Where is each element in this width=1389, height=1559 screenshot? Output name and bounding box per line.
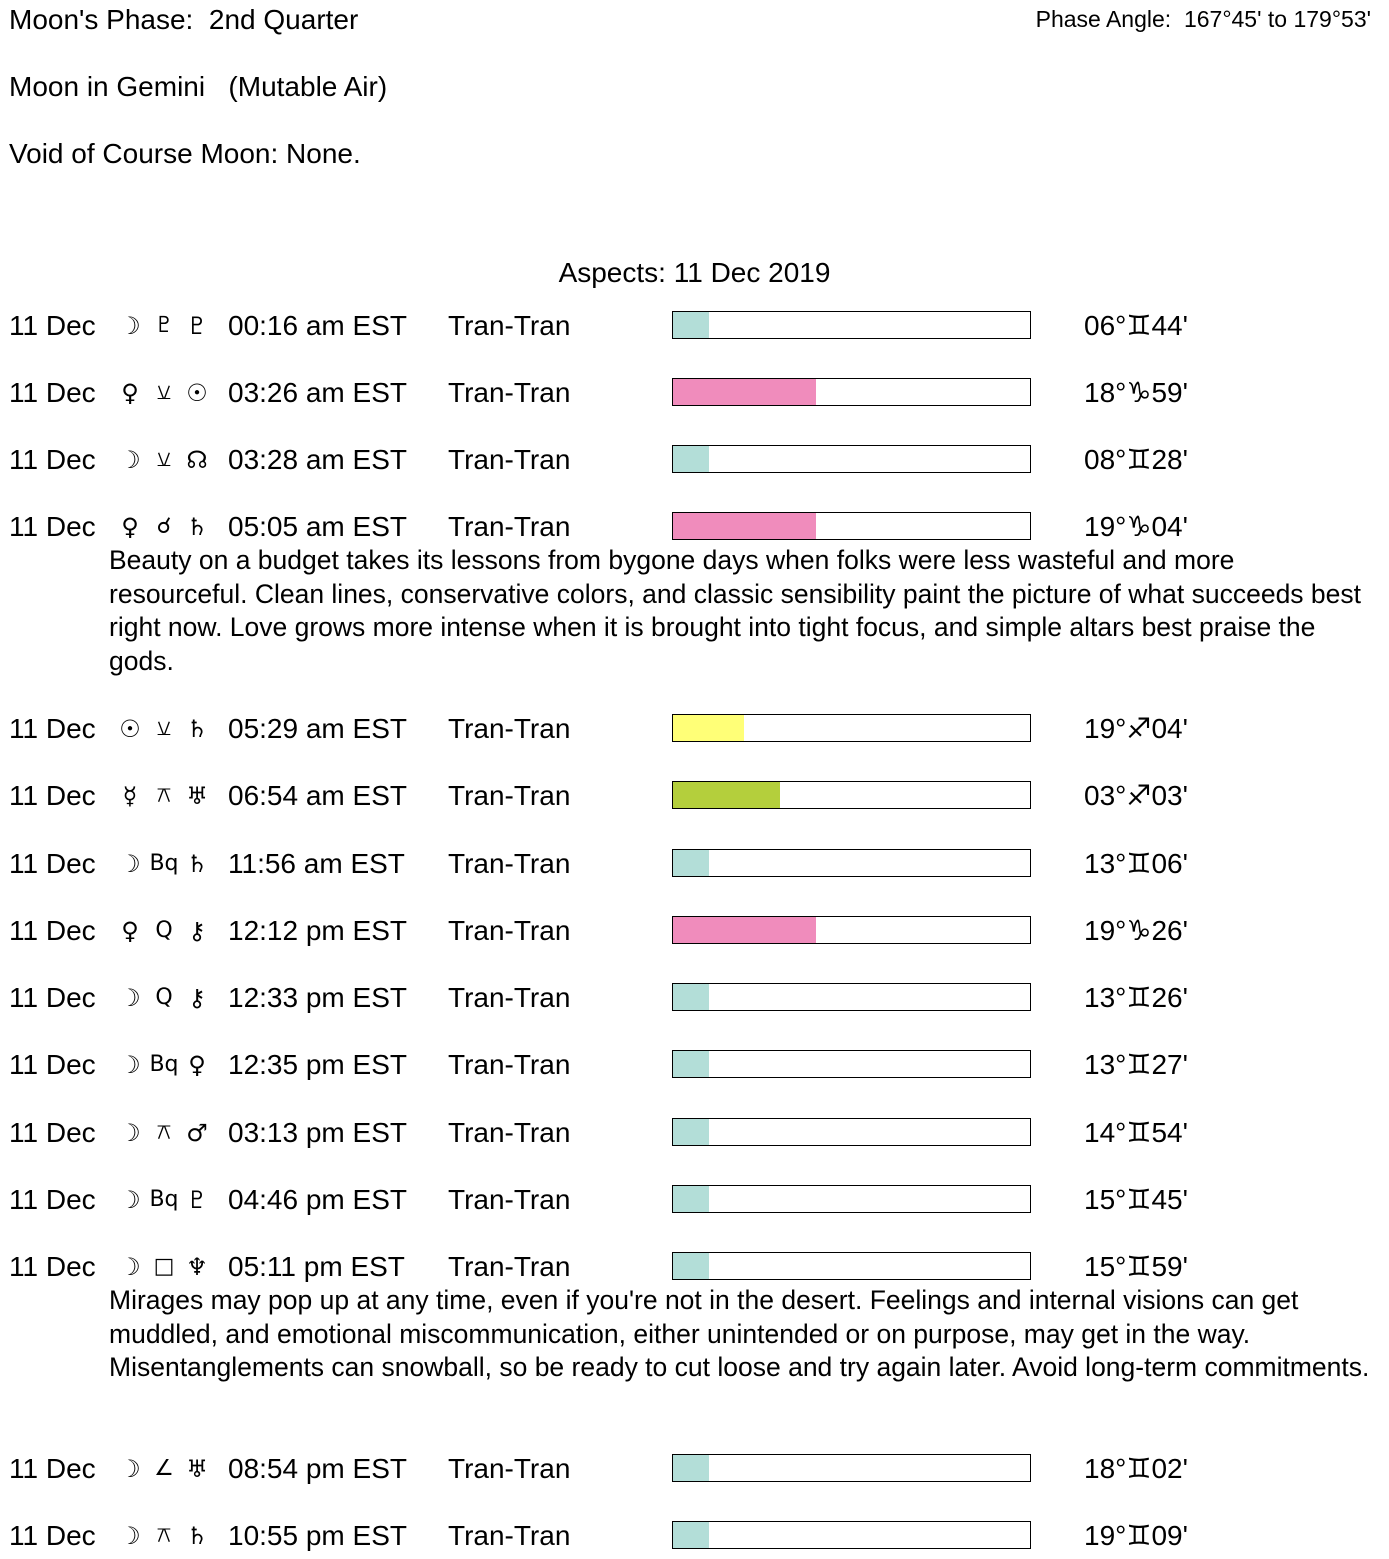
aspect-time: 12:35 pm EST — [228, 1049, 407, 1080]
aspect-position: 08°♊28' — [1084, 444, 1188, 475]
strength-bar-fill — [673, 312, 709, 338]
aspect-type: Tran-Tran — [448, 1184, 571, 1215]
aspect-time: 08:54 pm EST — [228, 1453, 407, 1484]
void-of-course-label: Void of Course Moon: None. — [9, 138, 361, 169]
aspect-time: 11:56 am EST — [228, 848, 405, 879]
aspects-title: Aspects: 11 Dec 2019 — [558, 257, 831, 288]
aspect-position: 06°♊44' — [1084, 310, 1188, 341]
strength-bar — [672, 1050, 1031, 1078]
aspect-row — [0, 979, 1389, 1017]
aspect-date: 11 Dec — [9, 1251, 96, 1282]
aspect-position: 13°♊27' — [1084, 1049, 1188, 1080]
strength-bar — [672, 1521, 1031, 1549]
aspect-date: 11 Dec — [9, 1184, 96, 1215]
planet1-glyph-icon: ☽ — [119, 1119, 141, 1147]
aspect-time: 06:54 am EST — [228, 780, 407, 811]
aspect-glyph-icon: ⚺ — [156, 716, 172, 741]
aspect-type: Tran-Tran — [448, 1049, 571, 1080]
aspect-description: Beauty on a budget takes its lessons from bygone days when folks were less wasteful and more resourceful. Clean lines, conservative colors, and classic sensibility paint the picture of what succeeds best right now. Love grows more intense when it is brought into tight focus, and simple altars best praise the gods. — [109, 545, 1362, 677]
aspect-glyph-icon: Bq — [149, 851, 179, 876]
strength-bar — [672, 1185, 1031, 1213]
aspect-type: Tran-Tran — [448, 444, 571, 475]
planet2-glyph-icon: ⚷ — [188, 984, 206, 1012]
aspect-time: 10:55 pm EST — [228, 1520, 407, 1551]
strength-bar — [672, 781, 1031, 809]
strength-bar — [672, 1252, 1031, 1280]
aspect-glyph-icon: ⚻ — [156, 1120, 172, 1145]
planet1-glyph-icon: ♀ — [121, 917, 139, 945]
planet2-glyph-icon: ♅ — [186, 1455, 208, 1483]
strength-bar-fill — [673, 850, 709, 876]
strength-bar-fill — [673, 1455, 709, 1481]
aspect-glyph-icon: Bq — [149, 1187, 179, 1212]
planet1-glyph-icon: ☽ — [119, 850, 141, 878]
strength-bar-fill — [673, 984, 709, 1010]
aspect-time: 03:28 am EST — [228, 444, 407, 475]
aspect-date: 11 Dec — [9, 1453, 96, 1484]
strength-bar — [672, 512, 1031, 540]
aspect-date: 11 Dec — [9, 780, 96, 811]
aspect-glyph-icon: ♇ — [154, 313, 174, 338]
aspect-description: Mirages may pop up at any time, even if you're not in the desert. Feelings and internal visions can get muddled, and emotional miscommunication, either unintended or on purpose, may get in the way. Misentanglements can snowball, so be ready to cut loose and try again later. Avoid long-term commitments. — [109, 1285, 1370, 1383]
aspect-row — [0, 374, 1389, 412]
aspect-position: 18°♑59' — [1084, 377, 1188, 408]
aspect-date: 11 Dec — [9, 982, 96, 1013]
phase-angle-label: Phase Angle: 167°45' to 179°53' — [1035, 6, 1371, 32]
aspect-date: 11 Dec — [9, 915, 96, 946]
aspect-date: 11 Dec — [9, 1520, 96, 1551]
aspect-time: 04:46 pm EST — [228, 1184, 407, 1215]
planet2-glyph-icon: ♄ — [186, 715, 208, 743]
strength-bar — [672, 849, 1031, 877]
aspect-position: 15°♊45' — [1084, 1184, 1188, 1215]
aspect-date: 11 Dec — [9, 444, 96, 475]
moon-phase-label: Moon's Phase: 2nd Quarter — [9, 4, 359, 35]
aspect-date: 11 Dec — [9, 310, 96, 341]
aspect-row — [0, 1114, 1389, 1152]
aspect-date: 11 Dec — [9, 713, 96, 744]
strength-bar-fill — [673, 446, 709, 472]
strength-bar-fill — [673, 1253, 709, 1279]
aspect-row — [0, 441, 1389, 479]
aspect-glyph-icon: ☌ — [156, 514, 172, 539]
strength-bar-fill — [673, 379, 816, 405]
aspect-glyph-icon: ⚺ — [156, 380, 172, 405]
planet2-glyph-icon: ⚷ — [188, 917, 206, 945]
strength-bar-fill — [673, 715, 744, 741]
aspect-position: 13°♊06' — [1084, 848, 1188, 879]
aspect-type: Tran-Tran — [448, 713, 571, 744]
strength-bar — [672, 714, 1031, 742]
planet2-glyph-icon: ☉ — [186, 379, 208, 407]
aspect-type: Tran-Tran — [448, 1251, 571, 1282]
strength-bar — [672, 311, 1031, 339]
strength-bar — [672, 916, 1031, 944]
planet1-glyph-icon: ☽ — [119, 1522, 141, 1550]
aspect-row — [0, 1248, 1389, 1286]
aspect-time: 05:05 am EST — [228, 511, 407, 542]
strength-bar — [672, 983, 1031, 1011]
planet2-glyph-icon: ☊ — [186, 446, 208, 474]
aspect-row — [0, 912, 1389, 950]
planet2-glyph-icon: ♄ — [186, 850, 208, 878]
aspect-time: 03:13 pm EST — [228, 1117, 407, 1148]
aspect-glyph-icon: ⚺ — [156, 447, 172, 472]
aspect-date: 11 Dec — [9, 511, 96, 542]
aspect-type: Tran-Tran — [448, 915, 571, 946]
aspect-position: 18°♊02' — [1084, 1453, 1188, 1484]
planet1-glyph-icon: ☽ — [119, 1455, 141, 1483]
aspect-type: Tran-Tran — [448, 848, 571, 879]
aspect-glyph-icon: Q — [155, 985, 173, 1010]
moon-sign-label: Moon in Gemini (Mutable Air) — [9, 71, 388, 102]
aspect-type: Tran-Tran — [448, 377, 571, 408]
strength-bar — [672, 1118, 1031, 1146]
aspect-position: 03°♐03' — [1084, 780, 1188, 811]
strength-bar-fill — [673, 1051, 709, 1077]
planet1-glyph-icon: ☽ — [119, 1186, 141, 1214]
aspect-time: 00:16 am EST — [228, 310, 407, 341]
aspect-row — [0, 845, 1389, 883]
planet2-glyph-icon: ♇ — [186, 312, 208, 340]
strength-bar-fill — [673, 782, 780, 808]
aspect-type: Tran-Tran — [448, 982, 571, 1013]
aspect-glyph-icon: ⚻ — [156, 1523, 172, 1548]
planet1-glyph-icon: ♀ — [121, 379, 139, 407]
aspect-type: Tran-Tran — [448, 780, 571, 811]
aspect-row — [0, 777, 1389, 815]
aspect-position: 19°♑04' — [1084, 511, 1188, 542]
aspect-type: Tran-Tran — [448, 1520, 571, 1551]
aspect-position: 19°♊09' — [1084, 1520, 1188, 1551]
strength-bar — [672, 1454, 1031, 1482]
aspect-position: 19°♑26' — [1084, 915, 1188, 946]
aspect-row — [0, 710, 1389, 748]
planet1-glyph-icon: ☽ — [119, 984, 141, 1012]
aspect-position: 15°♊59' — [1084, 1251, 1188, 1282]
aspect-time: 12:12 pm EST — [228, 915, 407, 946]
strength-bar-fill — [673, 1522, 709, 1548]
planet2-glyph-icon: ♅ — [186, 782, 208, 810]
strength-bar — [672, 445, 1031, 473]
planet1-glyph-icon: ☽ — [119, 312, 141, 340]
aspect-date: 11 Dec — [9, 848, 96, 879]
strength-bar-fill — [673, 917, 816, 943]
aspect-time: 03:26 am EST — [228, 377, 407, 408]
aspect-date: 11 Dec — [9, 1117, 96, 1148]
aspect-glyph-icon: ⚻ — [156, 783, 172, 808]
strength-bar-fill — [673, 1186, 709, 1212]
planet1-glyph-icon: ☿ — [122, 782, 138, 810]
planet2-glyph-icon: ♆ — [186, 1253, 208, 1281]
aspect-type: Tran-Tran — [448, 511, 571, 542]
aspect-position: 13°♊26' — [1084, 982, 1188, 1013]
planet2-glyph-icon: ♄ — [186, 1522, 208, 1550]
aspect-row — [0, 1450, 1389, 1488]
aspect-position: 19°♐04' — [1084, 713, 1188, 744]
planet2-glyph-icon: ♀ — [188, 1051, 206, 1079]
aspect-row — [0, 307, 1389, 345]
aspect-time: 05:11 pm EST — [228, 1251, 405, 1282]
aspect-type: Tran-Tran — [448, 1117, 571, 1148]
planet1-glyph-icon: ☽ — [119, 1253, 141, 1281]
planet1-glyph-icon: ☉ — [119, 715, 141, 743]
aspect-row — [0, 1046, 1389, 1084]
aspect-glyph-icon: Bq — [149, 1052, 179, 1077]
aspect-time: 12:33 pm EST — [228, 982, 407, 1013]
aspect-glyph-icon: ∠ — [154, 1456, 174, 1481]
strength-bar-fill — [673, 513, 816, 539]
aspect-row — [0, 1181, 1389, 1219]
aspect-type: Tran-Tran — [448, 1453, 571, 1484]
planet2-glyph-icon: ♄ — [186, 513, 208, 541]
planet1-glyph-icon: ☽ — [119, 446, 141, 474]
planet2-glyph-icon: ♇ — [186, 1186, 208, 1214]
strength-bar — [672, 378, 1031, 406]
planet1-glyph-icon: ♀ — [121, 513, 139, 541]
planet1-glyph-icon: ☽ — [119, 1051, 141, 1079]
aspect-glyph-icon: □ — [153, 1254, 175, 1279]
aspect-row — [0, 1517, 1389, 1555]
aspect-row — [0, 508, 1389, 546]
aspect-time: 05:29 am EST — [228, 713, 407, 744]
aspect-type: Tran-Tran — [448, 310, 571, 341]
planet2-glyph-icon: ♂ — [186, 1119, 208, 1147]
aspect-date: 11 Dec — [9, 1049, 96, 1080]
aspect-position: 14°♊54' — [1084, 1117, 1188, 1148]
strength-bar-fill — [673, 1119, 709, 1145]
aspect-glyph-icon: Q — [155, 918, 173, 943]
aspect-date: 11 Dec — [9, 377, 96, 408]
